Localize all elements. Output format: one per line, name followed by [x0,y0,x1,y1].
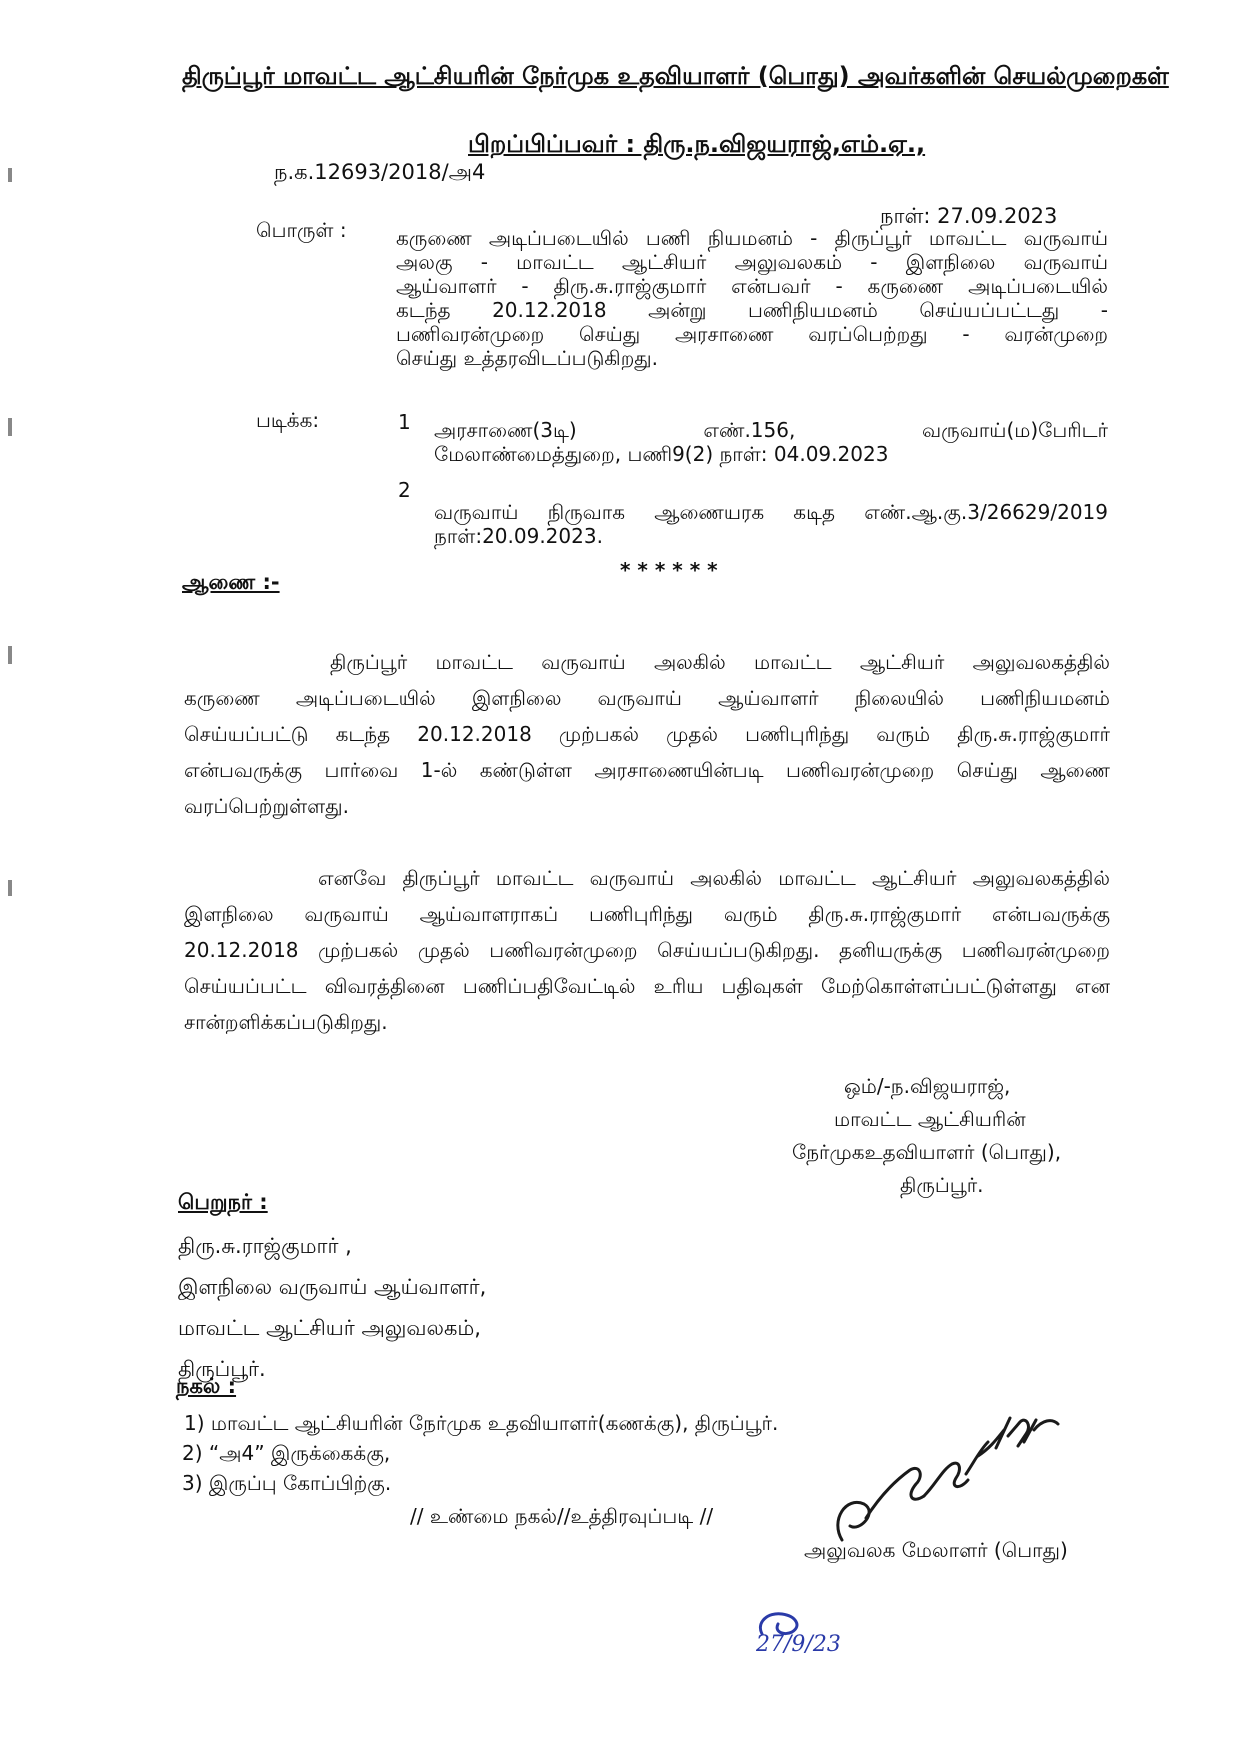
true-copy-note: // உண்மை நகல்//உத்திரவுப்படி // [410,1504,714,1528]
read-label: படிக்க: [256,408,320,432]
read-item-number: 2 [398,478,411,502]
order-label: ஆணை :- [182,570,280,594]
order-paragraph-2 [184,860,1110,1040]
copy-item: 3) இருப்பு கோப்பிற்கு. [182,1471,392,1495]
signatory-line: திருப்பூர். [900,1173,984,1197]
read-item-line: மேலாண்மைத்துறை, பணி9(2) நாள்: 04.09.2023 [434,442,889,466]
copy-item: 1) மாவட்ட ஆட்சியரின் நேர்முக உதவியாளர்(கணக்கு), திருப்பூர். [184,1411,779,1435]
signatory-line: நேர்முகஉதவியாளர் (பொது), [792,1140,1062,1164]
separator-stars: * * * * * * [620,558,718,582]
paragraph-line: சான்றளிக்கப்படுகிறது. [184,1010,388,1034]
subject-line: அலகு - மாவட்ட ஆட்சியர் அலுவலகம் - இளநிலை வருவாய் [396,250,1108,274]
subject-line: கருணை அடிப்படையில் பணி நியமனம் - திருப்பூர் மாவட்ட வருவாய் [396,226,1108,250]
read-item-line: வருவாய் நிருவாக ஆணையரக கடித எண்.ஆ.கு.3/26629/2019 [434,500,1108,524]
paragraph-line: செய்யப்பட்டு கடந்த 20.12.2018 முற்பகல் முதல் பணிபுரிந்து வரும் திரு.சு.ராஜ்குமார் [184,722,1110,746]
scan-mark [8,418,12,436]
copy-label: நகல் : [176,1374,237,1398]
office-manager-designation: அலுவலக மேலாளர் (பொது) [804,1538,1068,1562]
signatory-line: ஒம்/-ந.விஜயராஜ், [844,1074,1011,1098]
paragraph-line: 20.12.2018 முற்பகல் முதல் பணிவரன்முறை செய்யப்படுகிறது. தனியருக்கு பணிவரன்முறை [184,938,1110,962]
read-item-line: நாள்:20.09.2023. [434,524,603,548]
recipient-line: திரு.சு.ராஜ்குமார் , [178,1234,352,1258]
subject-line: ஆய்வாளர் - திரு.சு.ராஜ்குமார் என்பவர் - கருணை அடிப்படையில் [396,274,1108,298]
paragraph-line: வரப்பெற்றுள்ளது. [184,794,349,818]
paragraph-line: கருணை அடிப்படையில் இளநிலை வருவாய் ஆய்வாளர் நிலையில் பணிநியமனம் [184,686,1110,710]
paragraph-line: இளநிலை வருவாய் ஆய்வாளராகப் பணிபுரிந்து வரும் திரு.சு.ராஜ்குமார் என்பவருக்கு [184,902,1110,926]
subject-line: செய்து உத்தரவிடப்படுகிறது. [396,346,659,370]
issued-by: பிறப்பிப்பவர் : திரு.ந.விஜயராஜ்,எம்.ஏ., [468,130,926,158]
document-date: நாள்: 27.09.2023 [880,204,1058,228]
recipient-line: இளநிலை வருவாய் ஆய்வாளர், [178,1275,487,1299]
reference-number: ந.க.12693/2018/அ4 [274,160,486,184]
read-item [434,500,1108,548]
read-item [434,418,1108,466]
handwritten-signature [820,1400,1080,1550]
subject-label: பொருள் : [256,218,347,242]
subject-line: பணிவரன்முறை செய்து அரசாணை வரப்பெற்றது - வரன்முறை [396,322,1108,346]
copy-item: 2) “அ4” இருக்கைக்கு, [182,1441,391,1465]
document-title: திருப்பூர் மாவட்ட ஆட்சியரின் நேர்முக உதவியாளர் (பொது) அவர்களின் செயல்முறைகள் [182,62,1169,90]
paragraph-line: என்பவருக்கு பார்வை 1-ல் கண்டுள்ள அரசாணையின்படி பணிவரன்முறை செய்து ஆணை [184,758,1110,782]
subject-text [396,226,1108,370]
recipient-line: திருப்பூர். [178,1357,266,1381]
subject-line: கடந்த 20.12.2018 அன்று பணிநியமனம் செய்யப்பட்டது - [396,298,1108,322]
recipient-address [178,1226,486,1390]
paragraph-line: எனவே திருப்பூர் மாவட்ட வருவாய் அலகில் மாவட்ட ஆட்சியர் அலுவலகத்தில் [318,866,1110,890]
order-paragraph-1 [184,644,1110,824]
recipient-line: மாவட்ட ஆட்சியர் அலுவலகம், [178,1316,481,1340]
copy-list [182,1408,778,1498]
signature-block [788,1070,1088,1202]
scan-mark [8,168,12,182]
signatory-line: மாவட்ட ஆட்சியரின் [834,1107,1026,1131]
scan-mark [8,880,12,896]
paragraph-line: திருப்பூர் மாவட்ட வருவாய் அலகில் மாவட்ட ஆட்சியர் அலுவலகத்தில் [330,650,1110,674]
recipient-label: பெறுநர் : [178,1190,268,1214]
scan-mark [8,646,12,664]
read-item-line: அரசாணை(3டி) எண்.156, வருவாய்(ம)பேரிடர் [434,418,1108,442]
read-item-number: 1 [398,410,411,434]
handwritten-date: 27/9/23 [756,1632,841,1657]
paragraph-line: செய்யப்பட்ட விவரத்தினை பணிப்பதிவேட்டில் உரிய பதிவுகள் மேற்கொள்ளப்பட்டுள்ளது என [184,974,1110,998]
